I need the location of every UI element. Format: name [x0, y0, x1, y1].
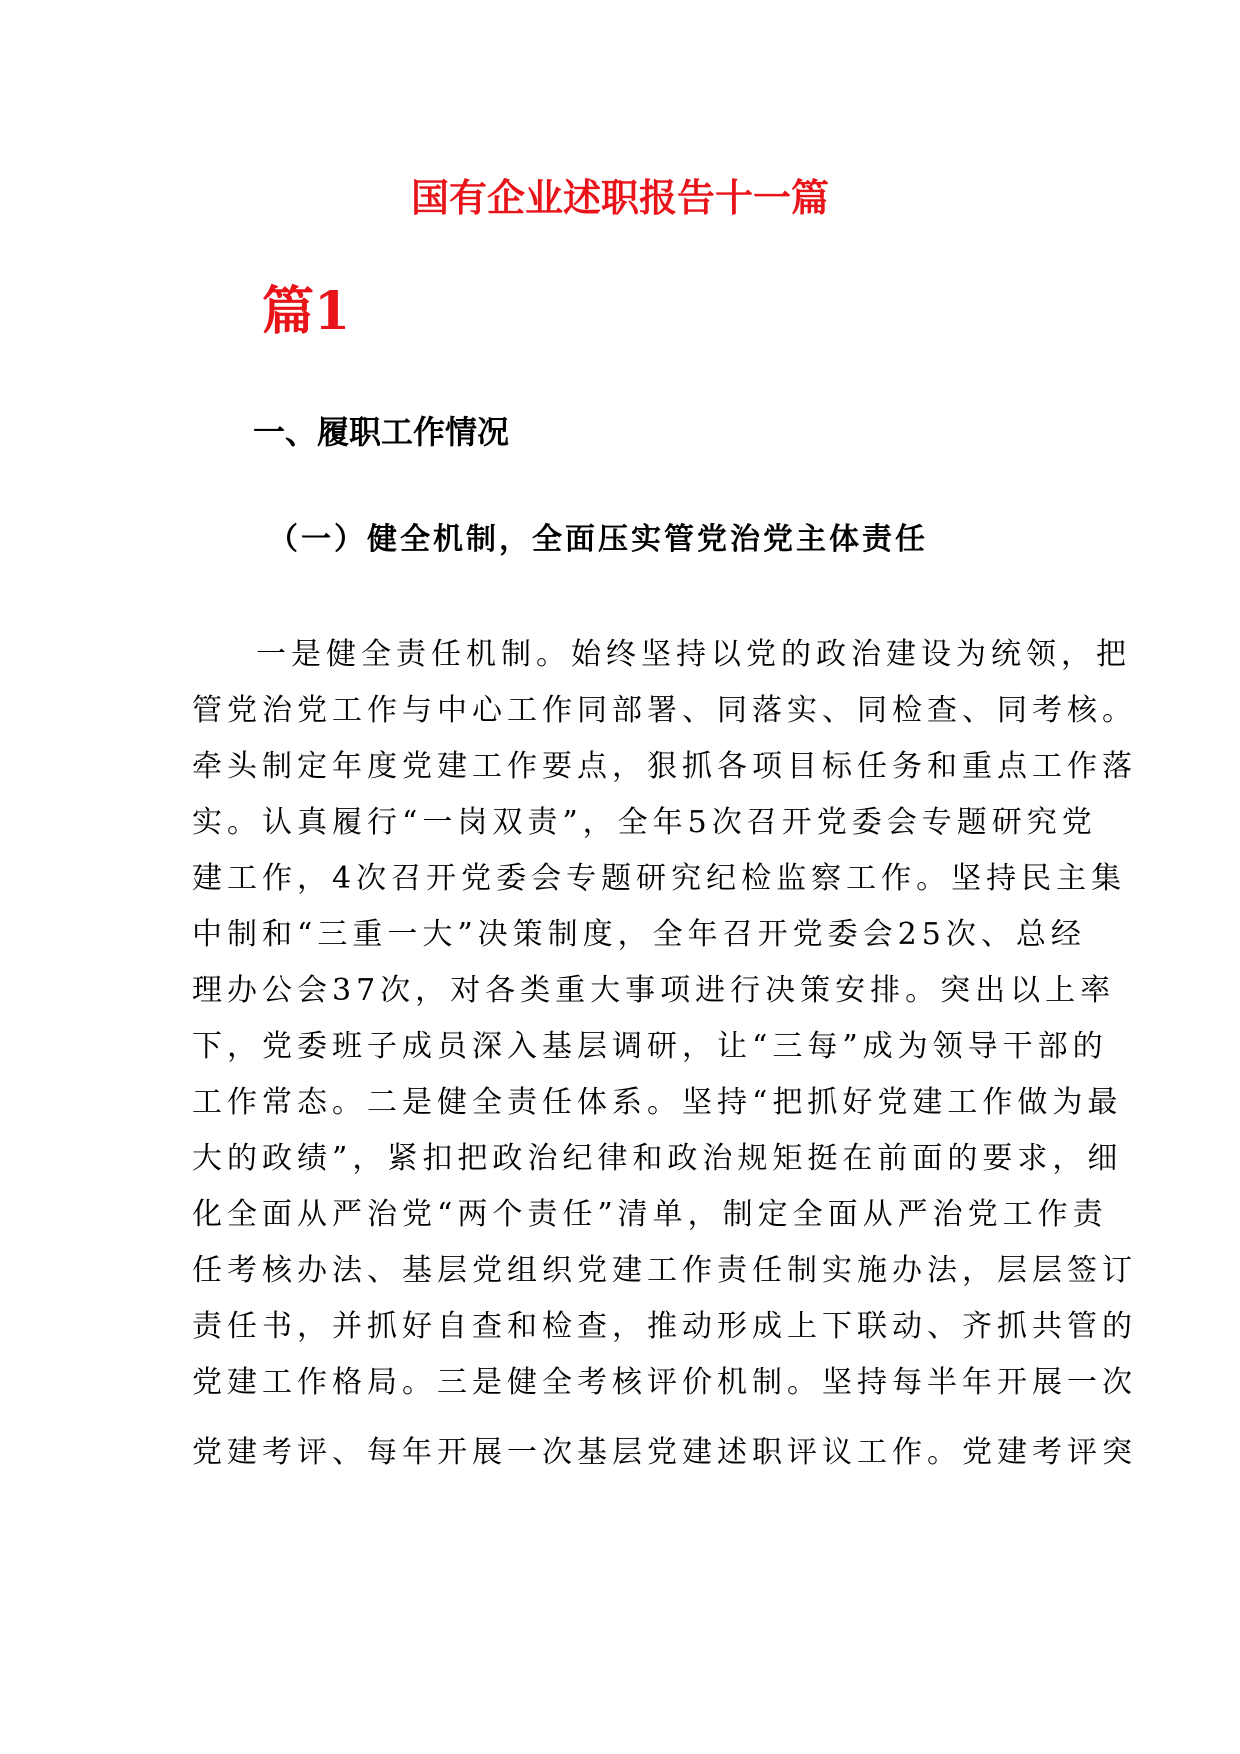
- body-line: 下，党委班子成员深入基层调研，让“三每”成为领导干部的: [192, 1029, 1108, 1064]
- body-line: 党建考评、每年开展一次基层党建述职评议工作。党建考评突: [192, 1435, 1137, 1470]
- body-line: 实。认真履行“一岗双责”，全年5次召开党委会专题研究党: [192, 805, 1097, 840]
- body-line: 工作常态。二是健全责任体系。坚持“把抓好党建工作做为最: [192, 1085, 1123, 1120]
- body-line: 党建工作格局。三是健全考核评价机制。坚持每半年开展一次: [192, 1365, 1137, 1400]
- body-line: 中制和“三重一大”决策制度，全年召开党委会25次、总经: [192, 917, 1086, 952]
- section-heading: 一、履职工作情况: [253, 413, 510, 451]
- body-line: 任考核办法、基层党组织党建工作责任制实施办法，层层签订: [192, 1253, 1137, 1288]
- body-line: 责任书，并抓好自查和检查，推动形成上下联动、齐抓共管的: [192, 1309, 1137, 1344]
- body-line: 理办公会37次，对各类重大事项进行决策安排。突出以上率: [192, 973, 1116, 1008]
- body-paragraph: [192, 627, 1137, 1481]
- sub-heading: （一）健全机制，全面压实管党治党主体责任: [268, 522, 928, 557]
- body-line: 建工作，4次召开党委会专题研究纪检监察工作。坚持民主集: [192, 861, 1127, 896]
- document-title: 国有企业述职报告十一篇: [410, 175, 829, 220]
- body-line: 管党治党工作与中心工作同部署、同落实、同检查、同考核。: [192, 693, 1137, 728]
- body-line: 大的政绩”，紧扣把政治纪律和政治规矩挺在前面的要求，细: [192, 1141, 1123, 1176]
- body-line: 牵头制定年度党建工作要点，狠抓各项目标任务和重点工作落: [192, 749, 1137, 784]
- body-line: 化全面从严治党“两个责任”清单，制定全面从严治党工作责: [192, 1197, 1108, 1232]
- chapter-heading: 篇1: [262, 281, 351, 342]
- body-line: 一是健全责任机制。始终坚持以党的政治建设为统领，把: [256, 637, 1131, 672]
